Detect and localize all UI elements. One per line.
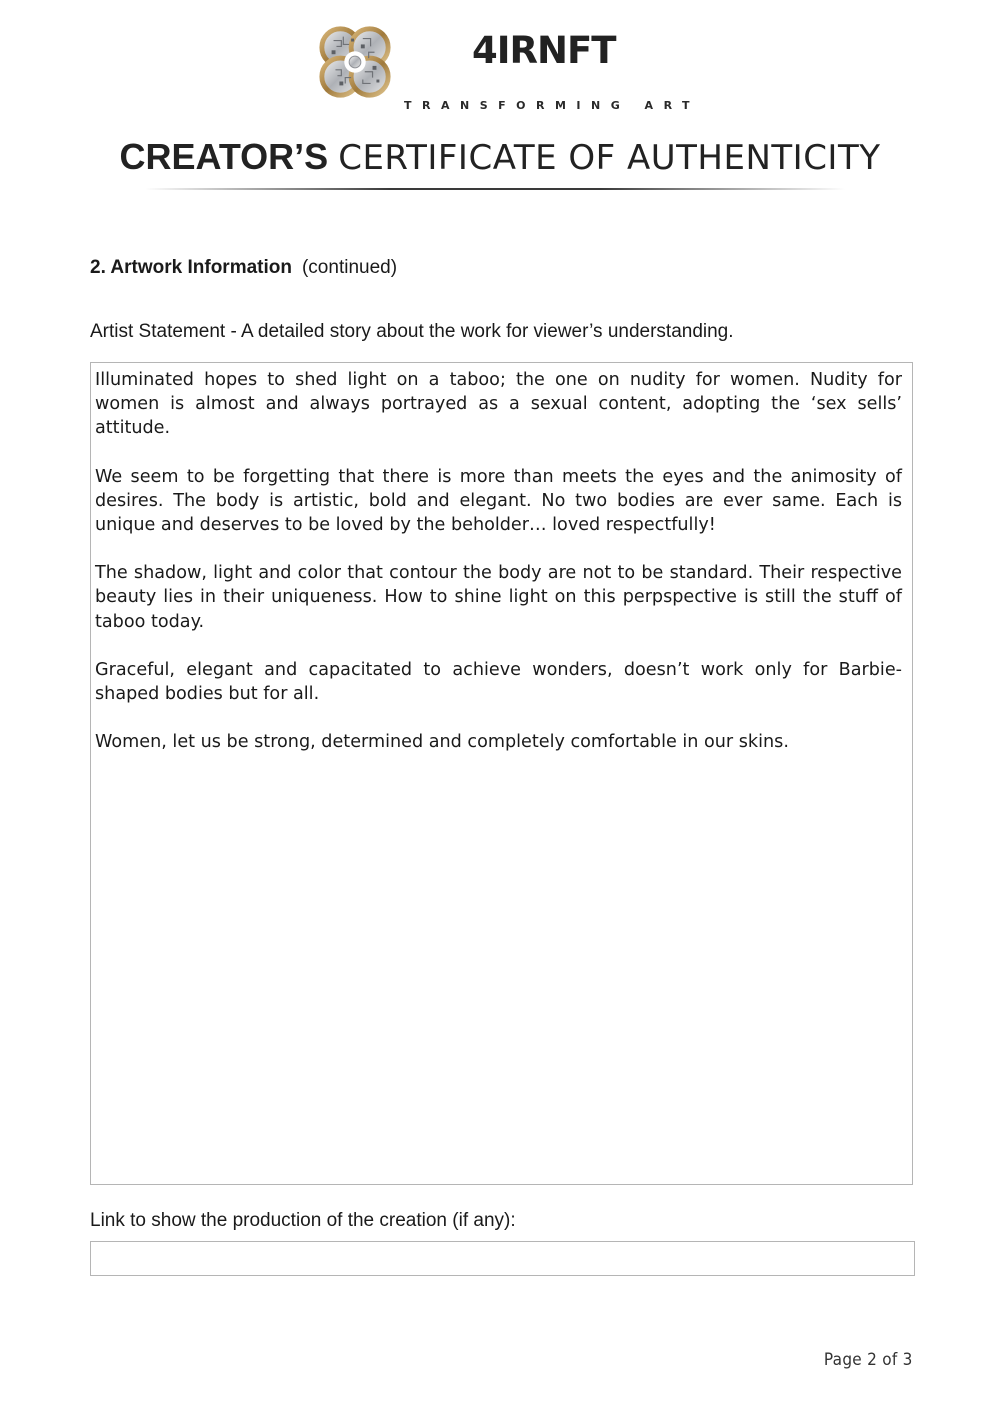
- production-link-field[interactable]: [90, 1241, 915, 1276]
- document-header: [0, 20, 1000, 112]
- statement-paragraph: Women, let us be strong, determined and completely comfortable in our skins.: [95, 732, 789, 753]
- section-title: 2. Artwork Information: [90, 257, 292, 278]
- title-divider: [145, 188, 845, 190]
- page-title: [0, 136, 1000, 179]
- artist-statement-field[interactable]: [90, 362, 913, 1185]
- statement-paragraph: Graceful, elegant and capacitated to achieve wonders, doesn’t work only for Barbie-shaped bodies but for all.: [95, 659, 902, 705]
- statement-paragraph: Illuminated hopes to shed light on a taboo; the one on nudity for women. Nudity for women is almost and always portrayed as a sexual content, adopting the ‘sex sells’ attitude.: [95, 370, 902, 439]
- statement-paragraph: The shadow, light and color that contour the body are not to be standard. Their respective beauty lies in their uniqueness. How to shine light on this perpspective is still the stuff of taboo today.: [95, 563, 902, 632]
- production-link-label: Link to show the production of the creation (if any):: [90, 1210, 516, 1231]
- section-heading: [90, 257, 397, 279]
- brand-tagline: TRANSFORMING ART: [404, 99, 701, 112]
- section-note: (continued): [301, 257, 398, 278]
- page-title-bold: CREATOR’S: [119, 136, 329, 177]
- brand-name: 4IRNFT: [472, 29, 616, 72]
- page-title-rest: CERTIFICATE OF AUTHENTICITY: [338, 138, 881, 178]
- infinity-knot-logo-icon: [316, 22, 394, 102]
- statement-paragraph: We seem to be forgetting that there is more than meets the eyes and the animosity of desires. The body is artistic, bold and elegant. No two bodies are ever same. Each is unique and deserves to be loved by the beholder… loved respectfully!: [95, 466, 902, 536]
- page-number: Page 2 of 3: [824, 1350, 913, 1370]
- artist-statement-label: Artist Statement - A detailed story about the work for viewer’s understanding.: [90, 321, 734, 342]
